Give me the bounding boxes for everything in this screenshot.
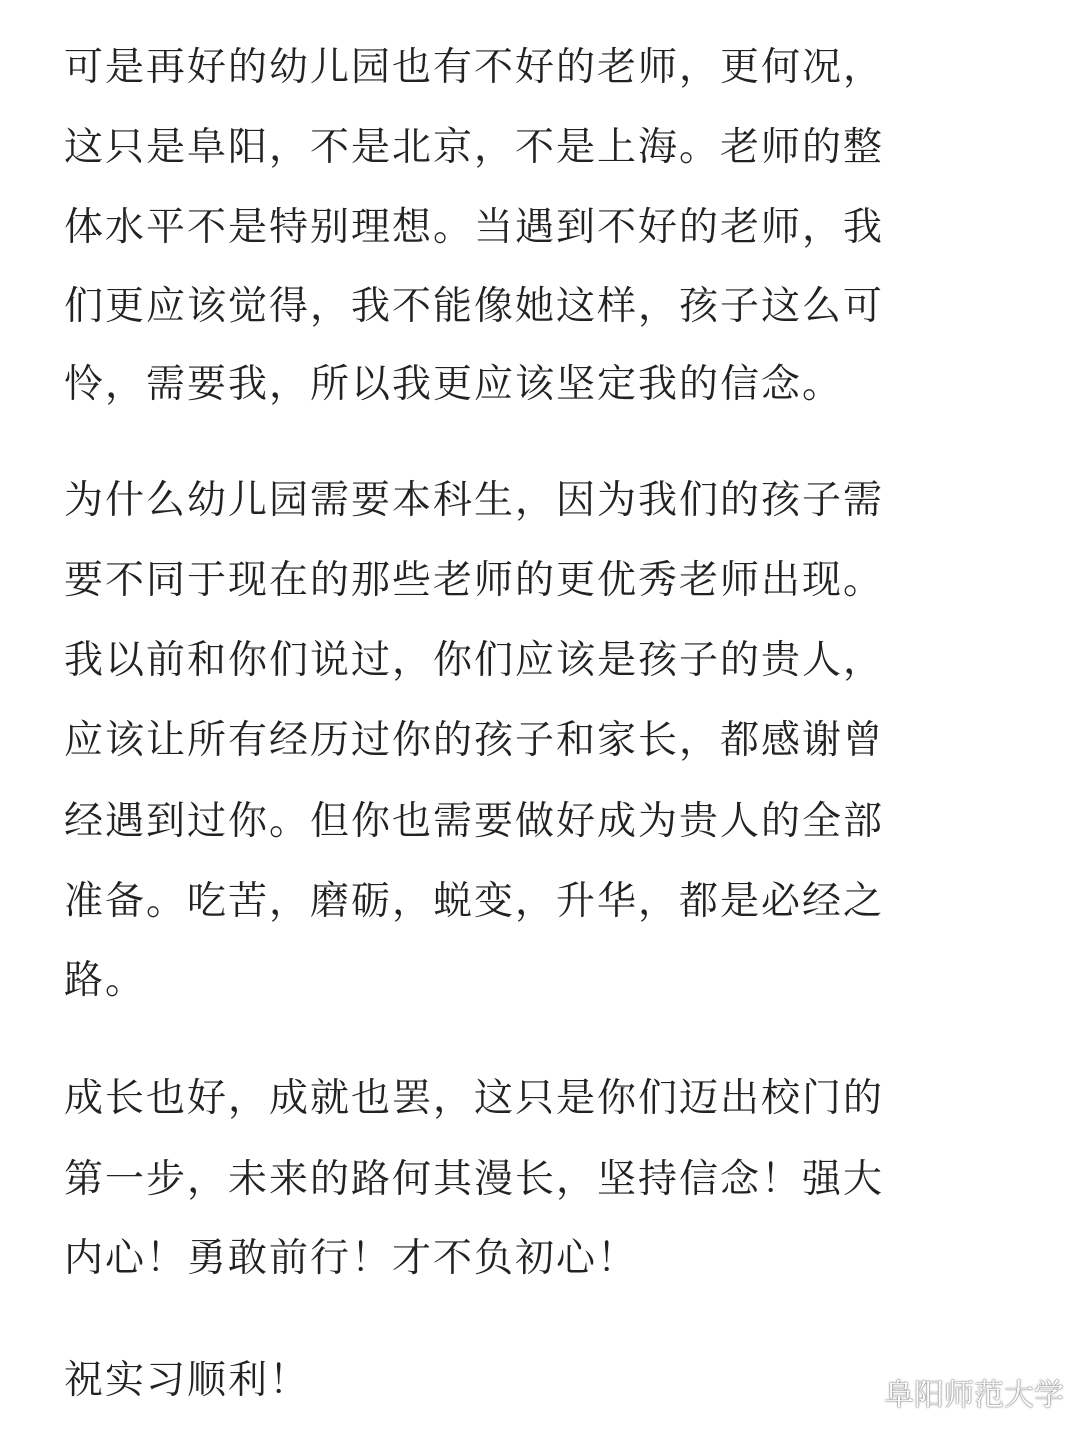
text-line: 这只是阜阳，不是北京，不是上海。老师的整 <box>64 125 885 170</box>
wechat-icon <box>838 1375 878 1409</box>
text-line: 体水平不是特别理想。当遇到不好的老师，我 <box>64 205 885 250</box>
text-line: 经遇到过你。但你也需要做好成为贵人的全部 <box>64 799 885 844</box>
text-line: 可是再好的幼儿园也有不好的老师，更何况， <box>64 45 885 90</box>
text-line: 要不同于现在的那些老师的更优秀老师出现。 <box>64 558 885 603</box>
closing-line: 祝实习顺利！ <box>64 1358 311 1403</box>
text-line: 应该让所有经历过你的孩子和家长，都感谢曾 <box>64 718 885 763</box>
text-line: 第一步，未来的路何其漫长，坚持信念！强大 <box>64 1157 885 1202</box>
text-line: 怜，需要我，所以我更应该坚定我的信念。 <box>64 362 844 407</box>
text-line: 为什么幼儿园需要本科生，因为我们的孩子需 <box>64 478 885 523</box>
watermark-text: 阜阳师范大学 <box>884 1378 1064 1413</box>
text-line: 我以前和你们说过，你们应该是孩子的贵人， <box>64 638 885 683</box>
text-line: 内心！勇敢前行！才不负初心！ <box>64 1236 639 1281</box>
text-line: 路。 <box>64 958 147 1003</box>
text-line: 准备。吃苦，磨砺，蜕变，升华，都是必经之 <box>64 879 885 924</box>
text-line: 们更应该觉得，我不能像她这样，孩子这么可 <box>64 284 885 329</box>
text-line: 成长也好，成就也罢，这只是你们迈出校门的 <box>64 1076 885 1121</box>
watermark <box>838 1372 1064 1412</box>
